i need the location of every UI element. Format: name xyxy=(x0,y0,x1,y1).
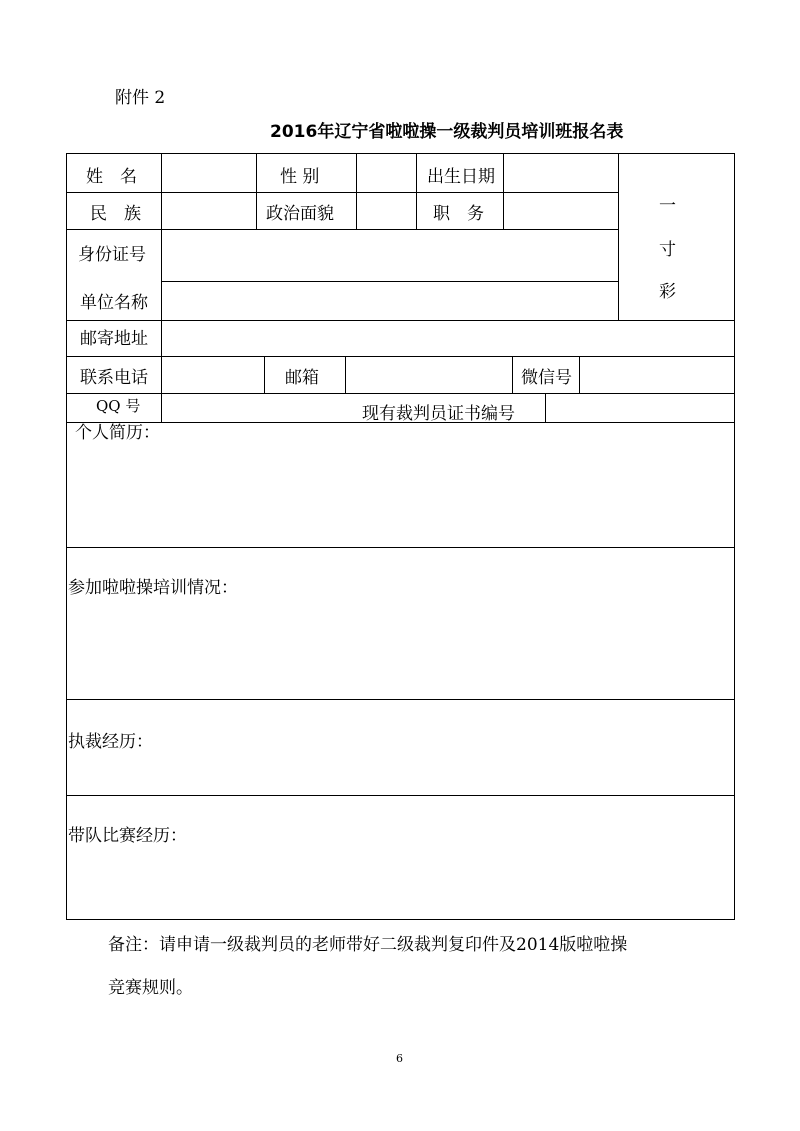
table-border-bottom xyxy=(66,919,735,920)
mailing-address-label: 邮寄地址 xyxy=(80,329,148,349)
certificate-number-label: 现有裁判员证书编号 xyxy=(362,404,515,424)
position-label: 职 务 xyxy=(433,204,484,224)
qq-label: QQ 号 xyxy=(96,397,141,415)
team-competition-label: 带队比赛经历： xyxy=(68,826,187,846)
mailing-address-field[interactable] xyxy=(162,321,734,356)
birth-date-field[interactable] xyxy=(504,154,618,192)
certificate-number-field[interactable] xyxy=(546,394,734,422)
phone-field[interactable] xyxy=(162,357,264,393)
ethnicity-field[interactable] xyxy=(162,193,256,229)
training-experience-field[interactable] xyxy=(67,600,734,699)
photo-hint-char-1: 一 xyxy=(659,196,676,216)
resume-field[interactable] xyxy=(67,443,734,547)
work-unit-label: 单位名称 xyxy=(80,293,148,313)
birth-date-label: 出生日期 xyxy=(427,167,495,187)
column-divider xyxy=(264,356,265,393)
row-divider xyxy=(66,699,734,700)
photo-box[interactable] xyxy=(619,154,734,320)
email-label: 邮箱 xyxy=(285,368,319,388)
id-number-field[interactable] xyxy=(162,230,618,281)
page-number: 6 xyxy=(396,1052,403,1065)
table-border-right xyxy=(734,153,735,920)
wechat-label: 微信号 xyxy=(521,368,572,388)
gender-label: 性 别 xyxy=(280,167,320,187)
political-status-field[interactable] xyxy=(357,193,416,229)
political-status-label: 政治面貌 xyxy=(266,204,334,224)
notes-line-2: 竞赛规则。 xyxy=(108,978,193,998)
name-label: 姓 名 xyxy=(86,167,137,187)
qq-field[interactable] xyxy=(162,394,342,422)
wechat-field[interactable] xyxy=(580,357,734,393)
email-field[interactable] xyxy=(346,357,512,393)
refereeing-experience-label: 执裁经历： xyxy=(68,732,153,752)
row-divider xyxy=(66,547,734,548)
gender-field[interactable] xyxy=(357,154,416,192)
photo-hint-char-2: 寸 xyxy=(659,240,676,260)
column-divider xyxy=(416,153,417,229)
id-number-label: 身份证号 xyxy=(78,245,146,265)
training-experience-label: 参加啦啦操培训情况： xyxy=(68,578,238,598)
resume-label: 个人简历： xyxy=(75,423,160,443)
photo-hint-char-3: 彩 xyxy=(659,282,676,302)
ethnicity-label: 民 族 xyxy=(90,204,141,224)
form-title: 2016年辽宁省啦啦操一级裁判员培训班报名表 xyxy=(270,122,624,142)
row-divider xyxy=(66,795,734,796)
work-unit-field[interactable] xyxy=(162,282,618,320)
column-divider xyxy=(512,356,513,393)
refereeing-experience-field[interactable] xyxy=(67,755,734,795)
notes-line-1: 备注：请申请一级裁判员的老师带好二级裁判复印件及2014版啦啦操 xyxy=(108,935,628,955)
position-field[interactable] xyxy=(504,193,618,229)
phone-label: 联系电话 xyxy=(80,368,148,388)
team-competition-field[interactable] xyxy=(67,850,734,919)
attachment-label: 附件 2 xyxy=(115,88,166,108)
column-divider xyxy=(256,153,257,229)
name-field[interactable] xyxy=(162,154,256,192)
